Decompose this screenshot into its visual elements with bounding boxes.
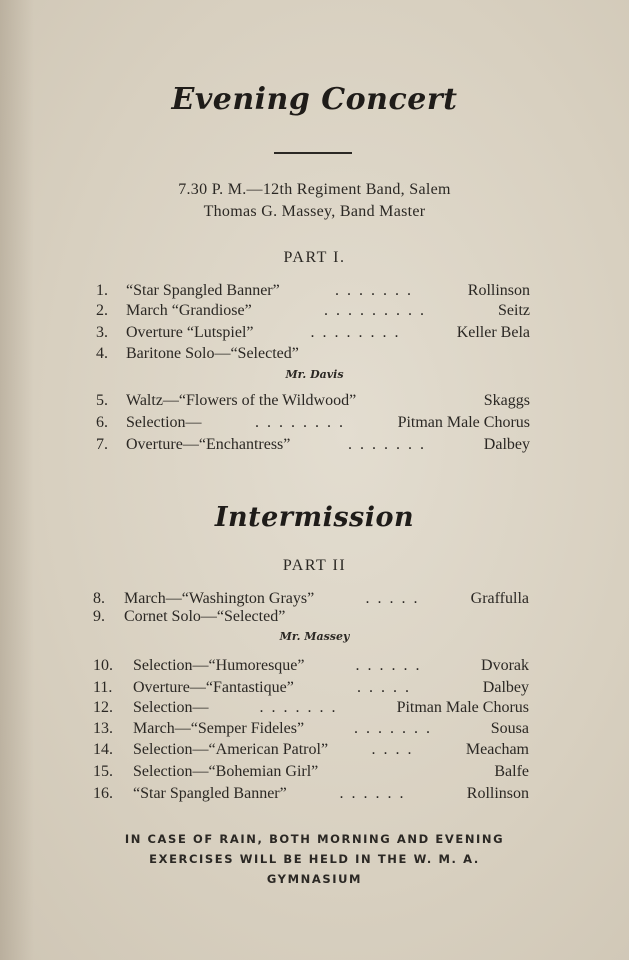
program-item	[96, 343, 530, 365]
title-divider	[274, 152, 352, 154]
leader-dots: . . . . . .	[355, 657, 422, 674]
composer-name: Balfe	[494, 763, 529, 780]
piece-title: Selection—	[133, 699, 209, 716]
program-item	[96, 434, 530, 456]
item-number: 12.	[93, 699, 113, 716]
program-item	[93, 655, 529, 677]
part-1-heading: PART I.	[283, 249, 346, 266]
composer-name: Skaggs	[483, 392, 530, 409]
item-number: 7.	[96, 436, 108, 453]
item-number: 10.	[93, 657, 113, 674]
program-item	[96, 412, 530, 434]
program-item	[93, 718, 529, 740]
composer-name: Dalbey	[482, 679, 529, 696]
piece-title: Cornet Solo—“Selected”	[124, 608, 286, 625]
rain-notice-line-2: EXERCISES WILL BE HELD IN THE W. M. A.	[149, 852, 480, 866]
intermission-heading: Intermission	[214, 502, 415, 533]
performer-massey: Mr. Massey	[279, 630, 350, 643]
leader-dots: . . . . . . .	[354, 720, 432, 737]
rain-notice-line-1: IN CASE OF RAIN, BOTH MORNING AND EVENING	[124, 832, 505, 846]
composer-name: Pitman Male Chorus	[397, 414, 530, 431]
leader-dots: . . . . . . .	[348, 436, 426, 453]
composer-name: Pitman Male Chorus	[396, 699, 529, 716]
composer-name: Keller Bela	[456, 324, 530, 341]
leader-dots: . . . . . . . . .	[324, 302, 426, 319]
item-number: 4.	[96, 345, 108, 362]
composer-name: Meacham	[465, 741, 529, 758]
piece-title: Baritone Solo—“Selected”	[126, 345, 299, 362]
item-number: 9.	[93, 608, 105, 625]
piece-title: March “Grandiose”	[126, 302, 252, 319]
program-item	[93, 739, 529, 761]
program-item	[93, 697, 529, 719]
composer-name: Dalbey	[483, 436, 530, 453]
program-item	[96, 390, 530, 412]
performer-davis: Mr. Davis	[285, 368, 344, 381]
page-title: Evening Concert	[171, 82, 458, 117]
piece-title: Selection—	[126, 414, 202, 431]
leader-dots: . . . . . . .	[335, 282, 413, 299]
piece-title: Selection—“American Patrol”	[133, 741, 329, 758]
piece-title: Overture “Lutspiel”	[126, 324, 254, 341]
item-number: 11.	[93, 679, 113, 696]
leader-dots: . . . .	[371, 741, 414, 758]
composer-name: Seitz	[498, 302, 530, 319]
program-item	[96, 322, 530, 344]
item-number: 15.	[93, 763, 113, 780]
leader-dots: . . . . . . . .	[310, 324, 401, 341]
piece-title: “Star Spangled Banner”	[126, 282, 280, 299]
item-number: 14.	[93, 741, 113, 758]
leader-dots: . . . . . . . .	[255, 414, 345, 431]
piece-title: Selection—“Humoresque”	[133, 657, 305, 674]
composer-name: Dvorak	[481, 657, 529, 674]
item-number: 16.	[93, 785, 113, 802]
item-number: 6.	[96, 414, 108, 431]
piece-title: Overture—“Enchantress”	[126, 436, 291, 453]
program-item	[93, 783, 529, 805]
composer-name: Rollinson	[466, 785, 529, 802]
composer-name: Rollinson	[467, 282, 530, 299]
piece-title: March—“Semper Fideles”	[133, 720, 305, 737]
item-number: 2.	[96, 302, 108, 319]
composer-name: Graffulla	[470, 590, 529, 607]
leader-dots: . . . . .	[357, 679, 411, 696]
item-number: 5.	[96, 392, 108, 409]
piece-title: Selection—“Bohemian Girl”	[133, 763, 319, 780]
leader-dots: . . . . . .	[339, 785, 406, 802]
leader-dots: . . . . .	[365, 590, 420, 607]
program-item	[96, 280, 530, 302]
piece-title: “Star Spangled Banner”	[133, 785, 287, 802]
piece-title: March—“Washington Grays”	[124, 590, 315, 607]
item-number: 8.	[93, 590, 105, 607]
header-line-1: 7.30 P. M.—12th Regiment Band, Salem	[178, 181, 451, 198]
composer-name: Sousa	[490, 720, 529, 737]
program-item	[93, 606, 529, 628]
piece-title: Waltz—“Flowers of the Wildwood”	[126, 392, 357, 409]
program-item	[96, 300, 530, 322]
program-item	[93, 761, 529, 783]
piece-title: Overture—“Fantastique”	[133, 679, 294, 696]
leader-dots: . . . . . . .	[259, 699, 338, 716]
header-line-2: Thomas G. Massey, Band Master	[203, 203, 426, 220]
rain-notice-line-3: GYMNASIUM	[266, 872, 363, 886]
item-number: 3.	[96, 324, 108, 341]
part-2-heading: PART II	[282, 557, 347, 574]
page-spine-shadow	[0, 0, 34, 960]
program-item	[93, 677, 529, 699]
item-number: 1.	[96, 282, 108, 299]
item-number: 13.	[93, 720, 113, 737]
